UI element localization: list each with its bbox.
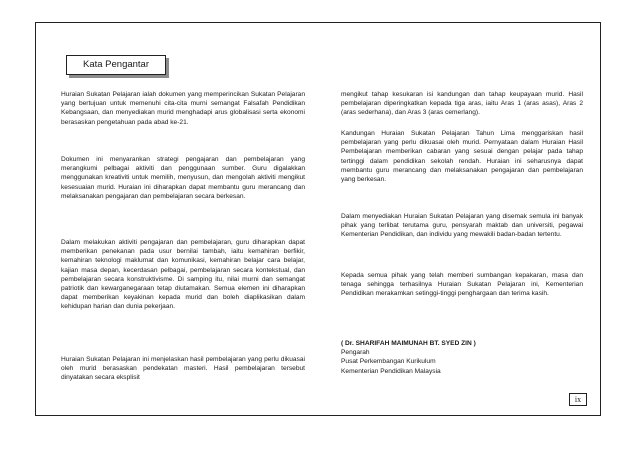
paragraph-5: [341, 90, 583, 118]
page-number: ix: [569, 393, 587, 406]
paragraph-text: mengikut tahap kesukaran isi kandungan dan tahap keupayaan murid. Hasil pembelajaran diperingkatkan kepada tiga aras, iaitu Aras 1 (aras asas), Aras 2 (aras sederhana), dan Aras 3 (aras cemerlang).: [341, 91, 583, 117]
paragraph-text: Huraian Sukatan Pelajaran ialah dokumen yang memperincikan Sukatan Pelajaran yang bertujuan untuk memenuhi cita-cita murni semangat Falsafah Pendidikan Kebangsaan, dan menyediakan murid menghadapi arus globalisasi serta ekonomi berasaskan pengetahuan pada abad ke-21.: [61, 91, 305, 126]
paragraph-2: [61, 155, 305, 201]
signature-block: [341, 339, 583, 376]
paragraph-8: [341, 271, 583, 299]
paragraph-text: Kandungan Huraian Sukatan Pelajaran Tahun Lima menggariskan hasil pembelajaran yang perlu dikuasai oleh murid. Pernyataan dalam Huraian Hasil Pembelajaran memberikan cabaran yang sesuai dengan pelajar pada tahap tertinggi dalam pendidikan sekolah rendah. Huraian ini seharusnya dapat membantu guru merancang dan melaksanakan pengajaran dan pembelajaran yang berkesan.: [341, 130, 583, 184]
paragraph-text: Huraian Sukatan Pelajaran ini menjelaskan hasil pembelajaran yang perlu dikuasai oleh murid berasaskan pendekatan masteri. Hasil pembelajaran tersebut dinyatakan secara eksplisit: [61, 356, 305, 382]
signatory-name: ( Dr. SHARIFAH MAIMUNAH BT. SYED ZIN ): [341, 340, 476, 347]
paragraph-7: [341, 212, 583, 240]
page-heading: Kata Pengantar: [66, 55, 166, 75]
paragraph-4: [61, 355, 305, 383]
signatory-ministry: Kementerian Pendidikan Malaysia: [341, 367, 441, 375]
paragraph-3: [61, 238, 305, 312]
paragraph-text: Dokumen ini menyarankan strategi pengajaran dan pembelajaran yang merangkumi pelbagai aktiviti dan penggunaan sumber. Guru digalakkan menggunakan kreativiti untuk memilih, menyusun, dan mengolah aktiviti mengikut kesesuaian murid. Huraian ini diharapkan dapat membantu guru merancang dan melaksanakan pengajaran dan pembelajaran secara berkesan.: [61, 156, 305, 200]
paragraph-1: [61, 90, 305, 127]
paragraph-text: Kepada semua pihak yang telah memberi sumbangan kepakaran, masa dan tenaga sehingga terhasilnya Huraian Sukatan Pelajaran ini, Kementerian Pendidikan merakamkan setinggi-tinggi penghargaan dan terima kasih.: [341, 272, 583, 298]
paragraph-text: Dalam melakukan aktiviti pengajaran dan pembelajaran, guru diharapkan dapat memberikan penekanan pada usur bernilai tambah, iaitu kemahiran berfikir, kemahiran teknologi maklumat dan komunikasi, kemahiran belajar cara belajar, kajian masa depan, kecerdasan pelbagai, pembelajaran secara kontekstual, dan pembelajaran secara konstruktivisme. Di samping itu, nilai murni dan semangat patriotik dan kewarganegaraan tetap diutamakan. Semua elemen ini diharapkan dapat memberikan keyakinan kepada murid dan boleh diaplikasikan dalam kehidupan harian dan dunia pekerjaan.: [61, 239, 305, 311]
signatory-department: Pusat Perkembangan Kurikulum: [341, 358, 436, 366]
signatory-title: Pengarah: [341, 349, 370, 357]
paragraph-6: [341, 129, 583, 184]
paragraph-text: Dalam menyediakan Huraian Sukatan Pelajaran yang disemak semula ini banyak pihak yang terlibat terutama guru, pensyarah maktab dan universiti, pegawai Kementerian Pendidikan, dan individu yang mewakili badan-badan tertentu.: [341, 213, 583, 239]
